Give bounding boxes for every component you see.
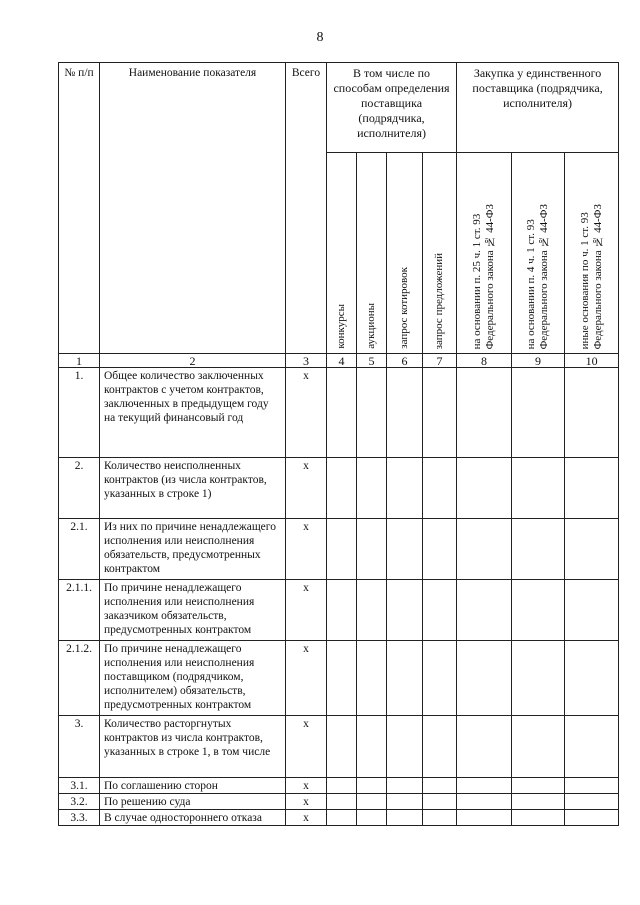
row-indicator-name: Общее количество заключенных контрактов с учетом контрактов, заключенных в предыдущем году на текущий финансовый год: [100, 368, 286, 458]
value-cell: [423, 580, 457, 641]
row-total: x: [286, 794, 327, 810]
value-cell: [357, 458, 387, 519]
column-number: 3: [286, 354, 327, 368]
column-number: 4: [327, 354, 357, 368]
column-number: 6: [387, 354, 423, 368]
table-row: [59, 580, 619, 641]
value-cell: [387, 641, 423, 716]
value-cell: [357, 580, 387, 641]
value-cell: [512, 641, 565, 716]
row-indicator-name: Количество расторгнутых контрактов из числа контрактов, указанных в строке 1, в том числе: [100, 716, 286, 778]
column-number: 8: [457, 354, 512, 368]
row-indicator-name: Из них по причине ненадлежащего исполнения или неисполнения обязательств, предусмотренных контрактом: [100, 519, 286, 580]
row-indicator-name: По причине ненадлежащего исполнения или неисполнения поставщиком (подрядчиком, исполнителем) обязательств, предусмотренных контрактом: [100, 641, 286, 716]
column-number: 7: [423, 354, 457, 368]
column-number: 9: [512, 354, 565, 368]
value-cell: [423, 778, 457, 794]
header-num: № п/п: [59, 63, 100, 354]
header-sub-auctions-text: аукционы: [365, 303, 377, 349]
value-cell: [387, 794, 423, 810]
header-name: Наименование показателя: [100, 63, 286, 354]
column-number: 5: [357, 354, 387, 368]
value-cell: [457, 810, 512, 826]
value-cell: [512, 810, 565, 826]
report-table: [58, 62, 619, 826]
value-cell: [327, 368, 357, 458]
value-cell: [565, 519, 619, 580]
value-cell: [565, 580, 619, 641]
header-sub-proposals-text: запрос предложений: [433, 252, 446, 349]
table-row: [59, 519, 619, 580]
value-cell: [387, 810, 423, 826]
header-group-single: Закупка у единственного поставщика (подрядчика, исполнителя): [457, 63, 619, 153]
row-indicator-name: Количество неисполненных контрактов (из числа контрактов, указанных в строке 1): [100, 458, 286, 519]
value-cell: [457, 641, 512, 716]
value-cell: [565, 778, 619, 794]
value-cell: [565, 641, 619, 716]
row-total: x: [286, 368, 327, 458]
value-cell: [512, 580, 565, 641]
value-cell: [387, 716, 423, 778]
value-cell: [457, 580, 512, 641]
row-total: x: [286, 641, 327, 716]
header-row-1: [59, 63, 619, 153]
table-row: [59, 794, 619, 810]
row-number: 3.3.: [59, 810, 100, 826]
header-sub-auctions: [357, 153, 387, 354]
header-sub-p4-text: на основании п. 4 ч. 1 ст. 93 Федерального закона № 44-ФЗ: [525, 203, 551, 349]
value-cell: [387, 368, 423, 458]
header-sub-p25-text: на основании п. 25 ч. 1 ст. 93 Федерального закона № 44-ФЗ: [471, 203, 497, 349]
value-cell: [327, 778, 357, 794]
value-cell: [387, 778, 423, 794]
value-cell: [357, 810, 387, 826]
table-row: [59, 458, 619, 519]
header-sub-proposals: [423, 153, 457, 354]
table-row: [59, 778, 619, 794]
value-cell: [327, 519, 357, 580]
value-cell: [327, 810, 357, 826]
value-cell: [512, 458, 565, 519]
row-indicator-name: По соглашению сторон: [100, 778, 286, 794]
value-cell: [457, 778, 512, 794]
header-sub-p25: [457, 153, 512, 354]
page-number: 8: [316, 30, 324, 45]
value-cell: [565, 716, 619, 778]
value-cell: [357, 368, 387, 458]
value-cell: [357, 794, 387, 810]
column-number: 2: [100, 354, 286, 368]
column-number: 1: [59, 354, 100, 368]
value-cell: [423, 368, 457, 458]
value-cell: [327, 641, 357, 716]
row-number: 1.: [59, 368, 100, 458]
row-number: 2.1.2.: [59, 641, 100, 716]
value-cell: [423, 458, 457, 519]
row-number: 2.1.: [59, 519, 100, 580]
value-cell: [423, 641, 457, 716]
row-total: x: [286, 810, 327, 826]
row-number: 3.2.: [59, 794, 100, 810]
value-cell: [457, 519, 512, 580]
row-total: x: [286, 580, 327, 641]
value-cell: [327, 794, 357, 810]
table-row: [59, 810, 619, 826]
value-cell: [512, 716, 565, 778]
row-number: 2.1.1.: [59, 580, 100, 641]
header-sub-other-text: иные основания по ч. 1 ст. 93 Федерального закона № 44-ФЗ: [578, 203, 604, 349]
value-cell: [327, 580, 357, 641]
value-cell: [457, 458, 512, 519]
row-number: 3.1.: [59, 778, 100, 794]
row-indicator-name: В случае одностороннего отказа: [100, 810, 286, 826]
header-sub-p4: [512, 153, 565, 354]
header-total: Всего: [286, 63, 327, 354]
value-cell: [357, 641, 387, 716]
row-indicator-name: По причине ненадлежащего исполнения или неисполнения заказчиком обязательств, предусмотренных контрактом: [100, 580, 286, 641]
value-cell: [423, 794, 457, 810]
value-cell: [357, 716, 387, 778]
value-cell: [327, 716, 357, 778]
header-group-competitive: В том числе по способам определения поставщика (подрядчика, исполнителя): [327, 63, 457, 153]
table-row: [59, 716, 619, 778]
table-row: [59, 641, 619, 716]
row-total: x: [286, 519, 327, 580]
value-cell: [357, 519, 387, 580]
column-number: 10: [565, 354, 619, 368]
value-cell: [387, 519, 423, 580]
header-sub-contests-text: конкурсы: [335, 304, 347, 349]
value-cell: [512, 794, 565, 810]
value-cell: [423, 716, 457, 778]
header-sub-quotes: [387, 153, 423, 354]
value-cell: [423, 810, 457, 826]
row-total: x: [286, 716, 327, 778]
value-cell: [565, 794, 619, 810]
value-cell: [457, 368, 512, 458]
column-numbers-row: [59, 354, 619, 368]
value-cell: [457, 716, 512, 778]
row-number: 3.: [59, 716, 100, 778]
header-sub-contests: [327, 153, 357, 354]
table-row: [59, 368, 619, 458]
value-cell: [387, 458, 423, 519]
value-cell: [512, 778, 565, 794]
value-cell: [512, 368, 565, 458]
value-cell: [457, 794, 512, 810]
value-cell: [357, 778, 387, 794]
row-number: 2.: [59, 458, 100, 519]
row-total: x: [286, 458, 327, 519]
value-cell: [565, 810, 619, 826]
header-sub-other: [565, 153, 619, 354]
value-cell: [423, 519, 457, 580]
value-cell: [327, 458, 357, 519]
row-total: x: [286, 778, 327, 794]
header-sub-quotes-text: запрос котировок: [398, 267, 410, 349]
value-cell: [512, 519, 565, 580]
value-cell: [387, 580, 423, 641]
row-indicator-name: По решению суда: [100, 794, 286, 810]
value-cell: [565, 368, 619, 458]
value-cell: [565, 458, 619, 519]
